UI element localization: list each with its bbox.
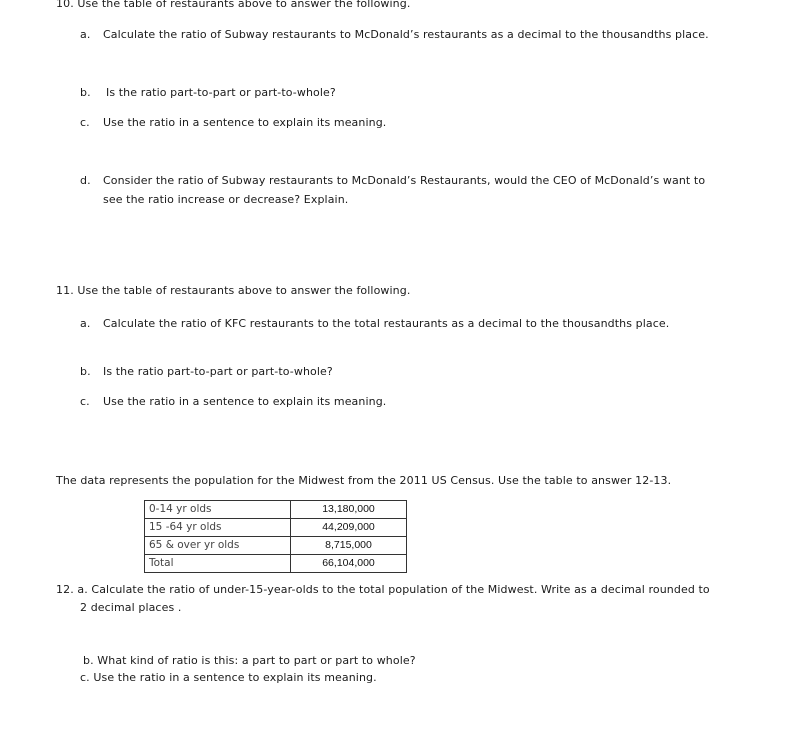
row-label: 65 & over yr olds <box>145 537 291 555</box>
q12-line1: 12. a. Calculate the ratio of under-15-year-olds to the total population of the Midwest. Write as a decimal rounded to <box>56 583 710 596</box>
q12-b-text: b. What kind of ratio is this: a part to part or part to whole? <box>83 654 416 667</box>
row-value: 44,209,000 <box>291 519 407 537</box>
table-row <box>145 537 407 555</box>
row-label: 0-14 yr olds <box>145 501 291 519</box>
q12-line2: 2 decimal places . <box>80 601 182 614</box>
q10-d-line2: see the ratio increase or decrease? Explain. <box>103 193 349 206</box>
q10-d-line1: Consider the ratio of Subway restaurants to McDonald’s Restaurants, would the CEO of McDonald’s want to <box>103 174 706 187</box>
q10-b-marker: b. <box>80 86 91 99</box>
table-row <box>145 519 407 537</box>
q11-c-marker: c. <box>80 395 90 408</box>
q11-c-text: Use the ratio in a sentence to explain its meaning. <box>103 395 387 408</box>
census-intro: The data represents the population for the Midwest from the 2011 US Census. Use the table to answer 12-13. <box>56 474 672 487</box>
row-value: 8,715,000 <box>291 537 407 555</box>
q11-a-marker: a. <box>80 317 91 330</box>
q11-heading: 11. Use the table of restaurants above to answer the following. <box>56 284 411 297</box>
q10-a-text: Calculate the ratio of Subway restaurants to McDonald’s restaurants as a decimal to the thousandths place. <box>103 28 709 41</box>
q10-a-marker: a. <box>80 28 91 41</box>
table-row <box>145 501 407 519</box>
q10-c-marker: c. <box>80 116 90 129</box>
q10-d-marker: d. <box>80 174 91 187</box>
q10-b-text: Is the ratio part-to-part or part-to-whole? <box>106 86 336 99</box>
row-label: 15 -64 yr olds <box>145 519 291 537</box>
q10-heading: 10. Use the table of restaurants above to answer the following. <box>56 0 411 10</box>
q11-b-marker: b. <box>80 365 91 378</box>
row-label: Total <box>145 555 291 573</box>
row-value: 13,180,000 <box>291 501 407 519</box>
table-row <box>145 555 407 573</box>
q12-c-text: c. Use the ratio in a sentence to explain its meaning. <box>80 671 377 684</box>
q11-b-text: Is the ratio part-to-part or part-to-whole? <box>103 365 333 378</box>
q11-a-text: Calculate the ratio of KFC restaurants to the total restaurants as a decimal to the thousandths place. <box>103 317 670 330</box>
row-value: 66,104,000 <box>291 555 407 573</box>
q10-c-text: Use the ratio in a sentence to explain its meaning. <box>103 116 387 129</box>
census-table <box>144 500 407 573</box>
